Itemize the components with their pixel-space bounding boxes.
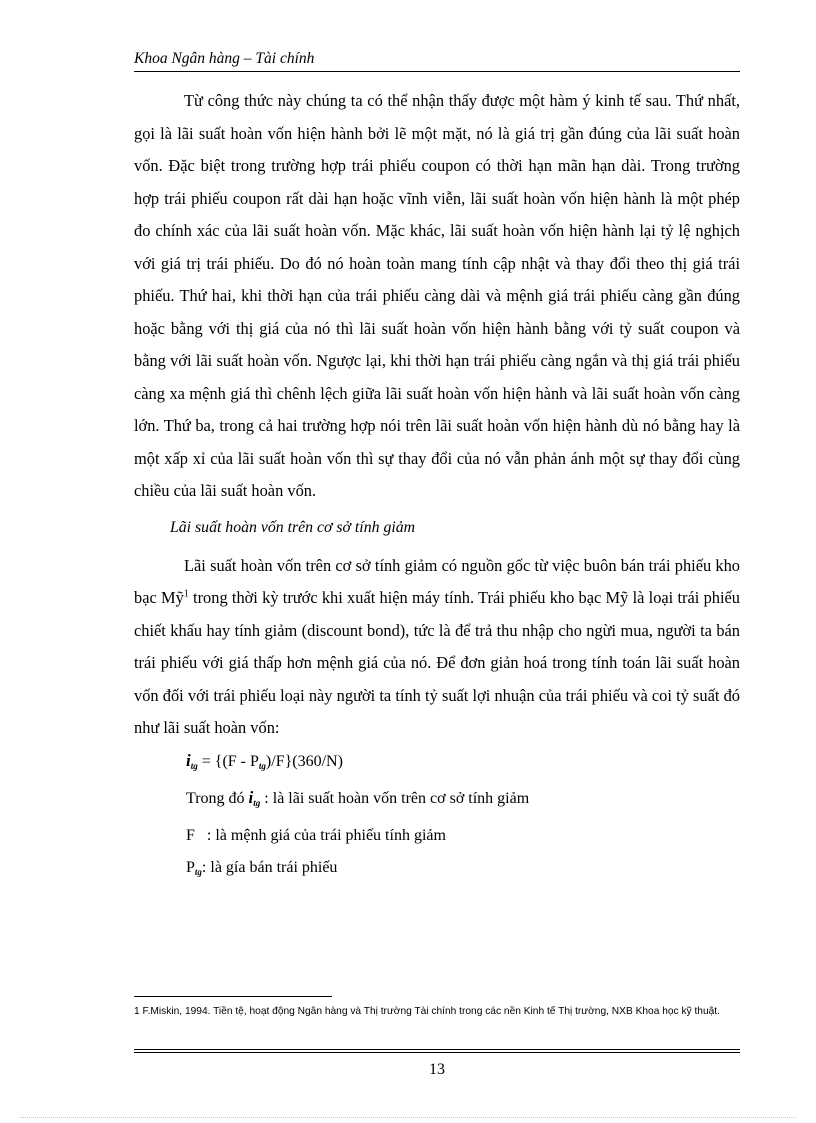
- definition-i-variable: i: [248, 788, 254, 807]
- paragraph-discount-yield: [134, 550, 740, 745]
- formula-i-subscript: tg: [190, 760, 198, 771]
- running-header: Khoa Ngân hàng – Tài chính: [134, 50, 315, 67]
- definition-i: [134, 782, 740, 820]
- footnote-marker: 1: [183, 588, 189, 600]
- formula-i-variable: i: [186, 750, 191, 770]
- definition-p-text: : là gía bán trái phiếu: [201, 859, 338, 876]
- paragraph-text-end: trong thời kỳ trước khi xuất hiện máy tính. Trái phiếu kho bạc Mỹ là loại trái phiếu chiết khấu hay tính giảm (discount bond), tức là để trả thu nhập cho ngừi mua, người ta bán trái phiếu với giá thấp hơn mệnh giá của nó. Để đơn giản hoá trong tính toán lãi suất hoàn vốn đối với trái phiếu loại này người ta tính tỷ suất lợi nhuận của trái phiếu và coi tỷ suất đó như lãi suất hoàn vốn:: [134, 588, 740, 737]
- page-body: [134, 85, 740, 889]
- footer-rule-bottom: [134, 1052, 740, 1053]
- paragraph-text-start: Lãi suất hoàn vốn trên cơ sở tính giảm có nguồn gốc từ việc buôn bán trái phiếu kho bạc Mỹ: [134, 555, 740, 607]
- definition-prefix: Trong đó: [186, 790, 249, 807]
- footnote-separator: [134, 996, 332, 997]
- definition-p-variable: P: [186, 859, 195, 876]
- definition-p-subscript: tg: [194, 867, 202, 877]
- header-rule: [134, 71, 740, 72]
- paragraph-implications: Từ công thức này chúng ta có thể nhận thấy được một hàm ý kinh tế sau. Thứ nhất, gọi là lãi suất hoàn vốn hiện hành bởi lẽ một mặt, nó là giá trị gần đúng của lãi suất hoàn vốn. Đặc biệt trong trường hợp trái phiếu coupon có thời hạn mãn hạn dài. Trong trường hợp trái phiếu coupon rất dài hạn hoặc vĩnh viễn, lãi suất hoàn vốn hiện hành là một phép đo chính xác của lãi suất hoàn vốn. Mặc khác, lãi suất hoàn vốn hiện hành lại tỷ lệ nghịch với giá trị trái phiếu. Do đó nó hoàn toàn mang tính cập nhật và thay đổi theo thị giá trái phiếu. Thứ hai, khi thời hạn của trái phiếu càng dài và mệnh giá trái phiếu càng gần đúng hoặc bằng với thị giá của nó thì lãi suất hoàn vốn hiện hành bằng với tỷ suất coupon và bằng với lãi suất hoàn vốn. Ngược lại, khi thời hạn trái phiếu càng ngắn và thị giá trái phiếu càng xa mệnh giá thì chênh lệch giữa lãi suất hoàn vốn hiện hành và lãi suất hoàn vốn càng lớn. Thứ ba, trong cả hai trường hợp nói trên lãi suất hoàn vốn hiện hành dù nó bằng hay là một xấp xỉ của lãi suất hoàn vốn thì sự thay đổi của nó vẫn phản ánh một sự thay đổi cùng chiều của lãi suất hoàn vốn.: [134, 91, 740, 500]
- formula-part2: )/F}(360/N): [265, 752, 343, 770]
- footer-rule-top: [134, 1049, 740, 1050]
- discount-yield-formula: [134, 745, 740, 783]
- definition-f: F : là mệnh giá của trái phiếu tính giảm: [186, 826, 446, 844]
- formula-p-subscript: tg: [258, 760, 266, 771]
- definition-p: [134, 852, 740, 889]
- formula-part1: = {(F - P: [197, 752, 259, 770]
- page-number: 13: [429, 1061, 445, 1078]
- definition-i-text: : là lãi suất hoàn vốn trên cơ sở tính giảm: [260, 790, 530, 807]
- section-subheading: Lãi suất hoàn vốn trên cơ sở tính giảm: [170, 518, 416, 536]
- definition-i-subscript: tg: [253, 798, 261, 808]
- page-break-line: [20, 1117, 796, 1118]
- footnote: 1 F.Miskin, 1994. Tiền tệ, hoạt động Ngân hàng và Thị trường Tài chính trong các nền Kinh tế Thị trường, NXB Khoa học kỹ thuật.: [134, 1006, 720, 1017]
